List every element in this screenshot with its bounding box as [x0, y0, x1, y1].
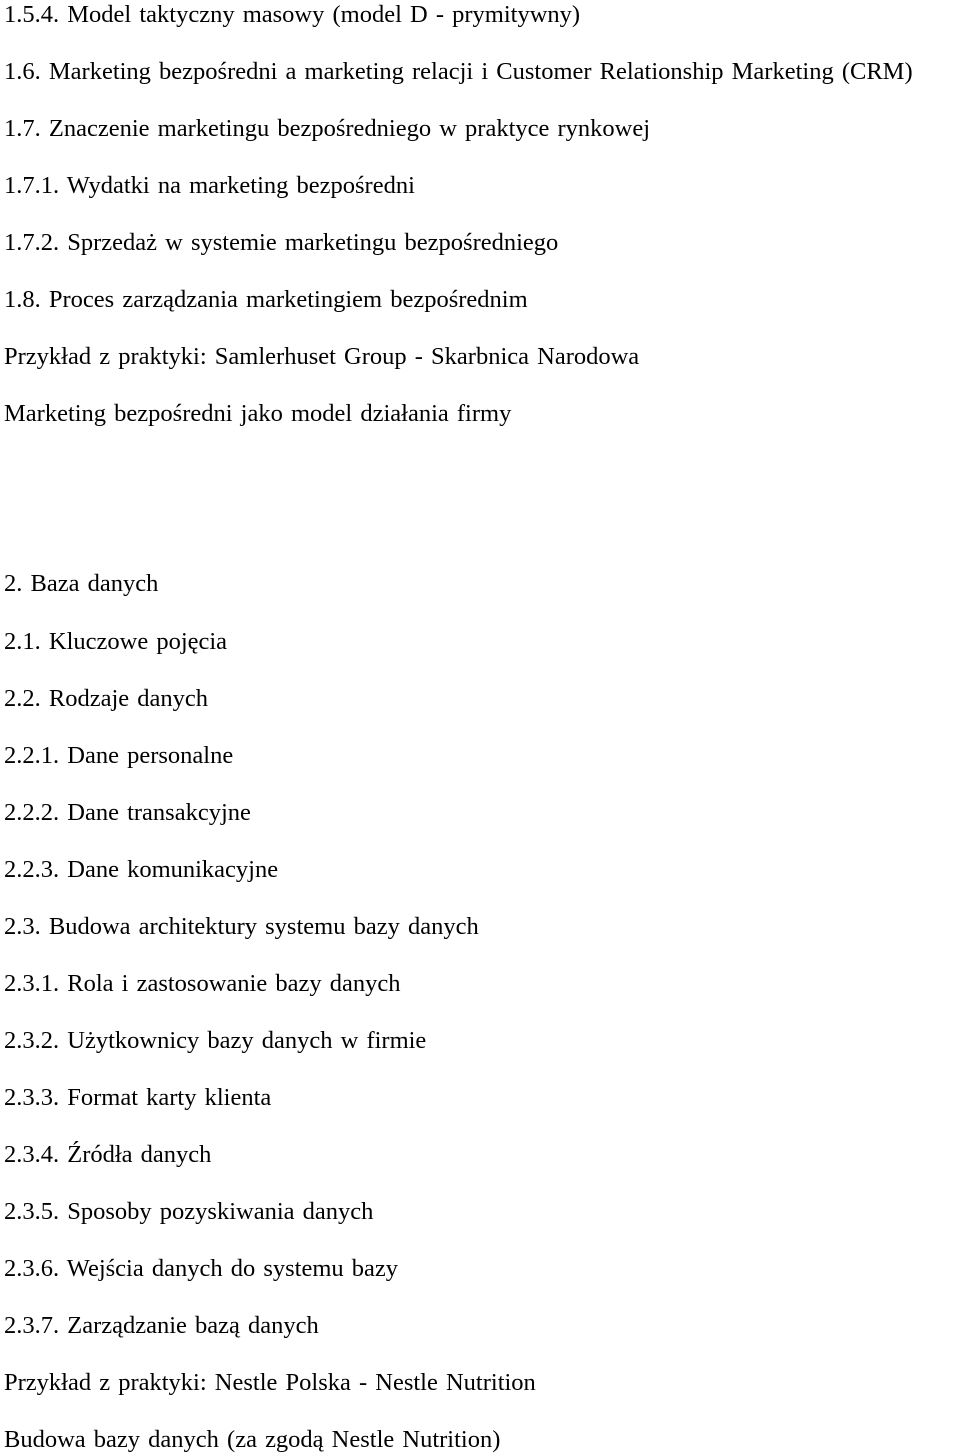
- toc-entry: 2.3.7. Zarządzanie bazą danych: [4, 1312, 319, 1339]
- toc-entry: Przykład z praktyki: Samlerhuset Group - Skarbnica Narodowa: [4, 343, 640, 370]
- toc-entry: 1.7.2. Sprzedaż w systemie marketingu bezpośredniego: [4, 229, 559, 256]
- toc-entry: 2.3.1. Rola i zastosowanie bazy danych: [4, 970, 401, 997]
- toc-entry: 1.8. Proces zarządzania marketingiem bezpośrednim: [4, 286, 528, 313]
- toc-entry: 2.3.3. Format karty klienta: [4, 1084, 272, 1111]
- toc-entry: 2.3.6. Wejścia danych do systemu bazy: [4, 1255, 399, 1282]
- toc-entry: 2.2. Rodzaje danych: [4, 685, 209, 712]
- toc-entry: Przykład z praktyki: Nestle Polska - Nestle Nutrition: [4, 1369, 536, 1396]
- toc-entry: 2.3. Budowa architektury systemu bazy danych: [4, 913, 479, 940]
- toc-entry: 2.2.3. Dane komunikacyjne: [4, 856, 279, 883]
- toc-entry: 2.2.1. Dane personalne: [4, 742, 234, 769]
- toc-entry: Budowa bazy danych (za zgodą Nestle Nutrition): [4, 1426, 501, 1453]
- toc-entry: 2.1. Kluczowe pojęcia: [4, 628, 228, 655]
- toc-entry: Marketing bezpośredni jako model działania firmy: [4, 400, 512, 427]
- toc-entry: 1.5.4. Model taktyczny masowy (model D - prymitywny): [4, 1, 581, 28]
- toc-entry: 2.2.2. Dane transakcyjne: [4, 799, 251, 826]
- toc-chapter-heading: 2. Baza danych: [4, 570, 159, 597]
- toc-entry: 1.7.1. Wydatki na marketing bezpośredni: [4, 172, 415, 199]
- toc-entry: 2.3.5. Sposoby pozyskiwania danych: [4, 1198, 374, 1225]
- toc-entry: 2.3.4. Źródła danych: [4, 1141, 212, 1168]
- toc-entry: 2.3.2. Użytkownicy bazy danych w firmie: [4, 1027, 427, 1054]
- toc-entry: 1.6. Marketing bezpośredni a marketing relacji i Customer Relationship Marketing (CRM): [4, 58, 913, 85]
- toc-entry: 1.7. Znaczenie marketingu bezpośredniego w praktyce rynkowej: [4, 115, 651, 142]
